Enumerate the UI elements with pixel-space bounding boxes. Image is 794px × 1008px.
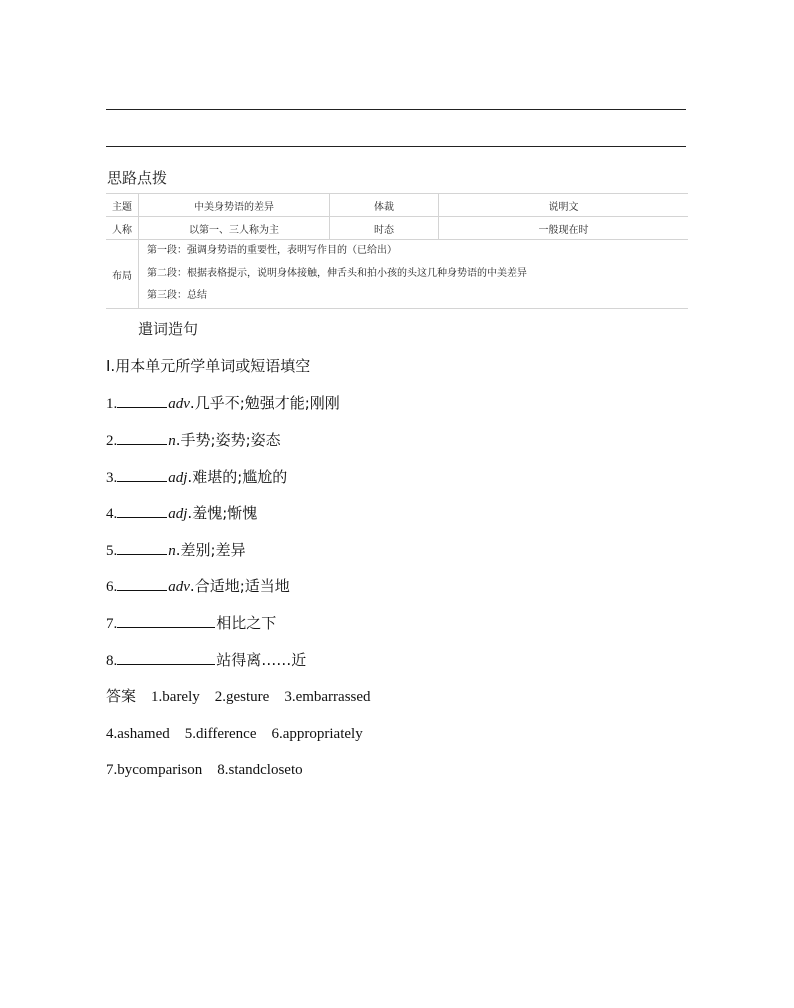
list-item <box>106 392 340 413</box>
list-item <box>106 539 246 560</box>
answer-line-2 <box>106 146 686 147</box>
table-row <box>106 240 688 309</box>
layout-value <box>139 240 689 309</box>
item-meaning: .羞愧;惭愧 <box>187 504 258 522</box>
fill-blank[interactable] <box>117 553 167 555</box>
part-of-speech: adj <box>168 506 188 522</box>
item-meaning: .手势;姿势;姿态 <box>175 431 281 449</box>
item-number: 7. <box>106 616 118 632</box>
part-of-speech: n <box>168 433 176 449</box>
item-meaning: .难堪的;尴尬的 <box>187 468 288 486</box>
item-number: 4. <box>106 506 118 522</box>
part-of-speech: n <box>168 543 176 559</box>
answer-line-1-text <box>106 685 371 706</box>
item-meaning: .几乎不;勉强才能;刚刚 <box>189 394 340 412</box>
fill-blank[interactable] <box>117 406 167 408</box>
fill-blank[interactable] <box>117 663 215 665</box>
part-of-speech: adj <box>168 470 188 486</box>
item-meaning: 相比之下 <box>216 614 277 632</box>
item-meaning: .合适地;适当地 <box>189 577 290 595</box>
table-row <box>106 217 688 240</box>
item-meaning: 站得离……近 <box>216 651 307 669</box>
item-number: 1. <box>106 396 118 412</box>
layout-paragraph-1: 第一段：强调身势语的重要性，表明写作目的（已给出） <box>147 245 397 257</box>
writing-guide-table <box>106 193 688 309</box>
answer-text: 7.bycomparison 8.standcloseto <box>106 762 303 778</box>
list-item <box>106 502 257 523</box>
item-number: 8. <box>106 653 118 669</box>
answer-text: 4.ashamed 5.difference 6.appropriately <box>106 726 363 742</box>
part-of-speech: adv <box>168 579 190 595</box>
answer-line-2-text <box>106 722 363 743</box>
list-item <box>106 649 306 670</box>
layout-paragraph-3: 第三段：总结 <box>147 290 207 302</box>
topic-label: 主题 <box>106 194 139 217</box>
answer-text: 1.barely 2.gesture 3.embarrassed <box>151 689 371 705</box>
item-meaning: .差别;差异 <box>175 541 246 559</box>
list-item <box>106 466 287 487</box>
layout-label: 布局 <box>106 240 139 309</box>
fill-blank[interactable] <box>117 516 167 518</box>
item-number: 3. <box>106 470 118 486</box>
list-item <box>106 575 290 596</box>
item-number: 5. <box>106 543 118 559</box>
person-value: 以第一、三人称为主 <box>139 217 330 240</box>
tense-value: 一般现在时 <box>439 217 689 240</box>
genre-label: 体裁 <box>330 194 439 217</box>
answer-line-1 <box>106 109 686 110</box>
genre-value: 说明文 <box>439 194 689 217</box>
fill-blank[interactable] <box>117 443 167 445</box>
answer-line-3-text <box>106 758 303 779</box>
list-item <box>106 429 281 450</box>
list-item <box>106 612 276 633</box>
layout-paragraph-2: 第二段：根据表格提示，说明身体接触，伸舌头和拍小孩的头这几种身势语的中美差异 <box>147 267 527 279</box>
vocab-title: 遣词造句 <box>138 320 199 338</box>
topic-value: 中美身势语的差异 <box>139 194 330 217</box>
fill-blank[interactable] <box>117 589 167 591</box>
answer-label: 答案 <box>106 687 137 705</box>
person-label: 人称 <box>106 217 139 240</box>
table-row <box>106 194 688 217</box>
tense-label: 时态 <box>330 217 439 240</box>
section-heading: Ⅰ.用本单元所学单词或短语填空 <box>106 357 311 375</box>
item-number: 2. <box>106 433 118 449</box>
fill-blank[interactable] <box>117 480 167 482</box>
fill-blank[interactable] <box>117 626 215 628</box>
think-title: 思路点拨 <box>107 169 168 187</box>
item-number: 6. <box>106 579 118 595</box>
part-of-speech: adv <box>168 396 190 412</box>
